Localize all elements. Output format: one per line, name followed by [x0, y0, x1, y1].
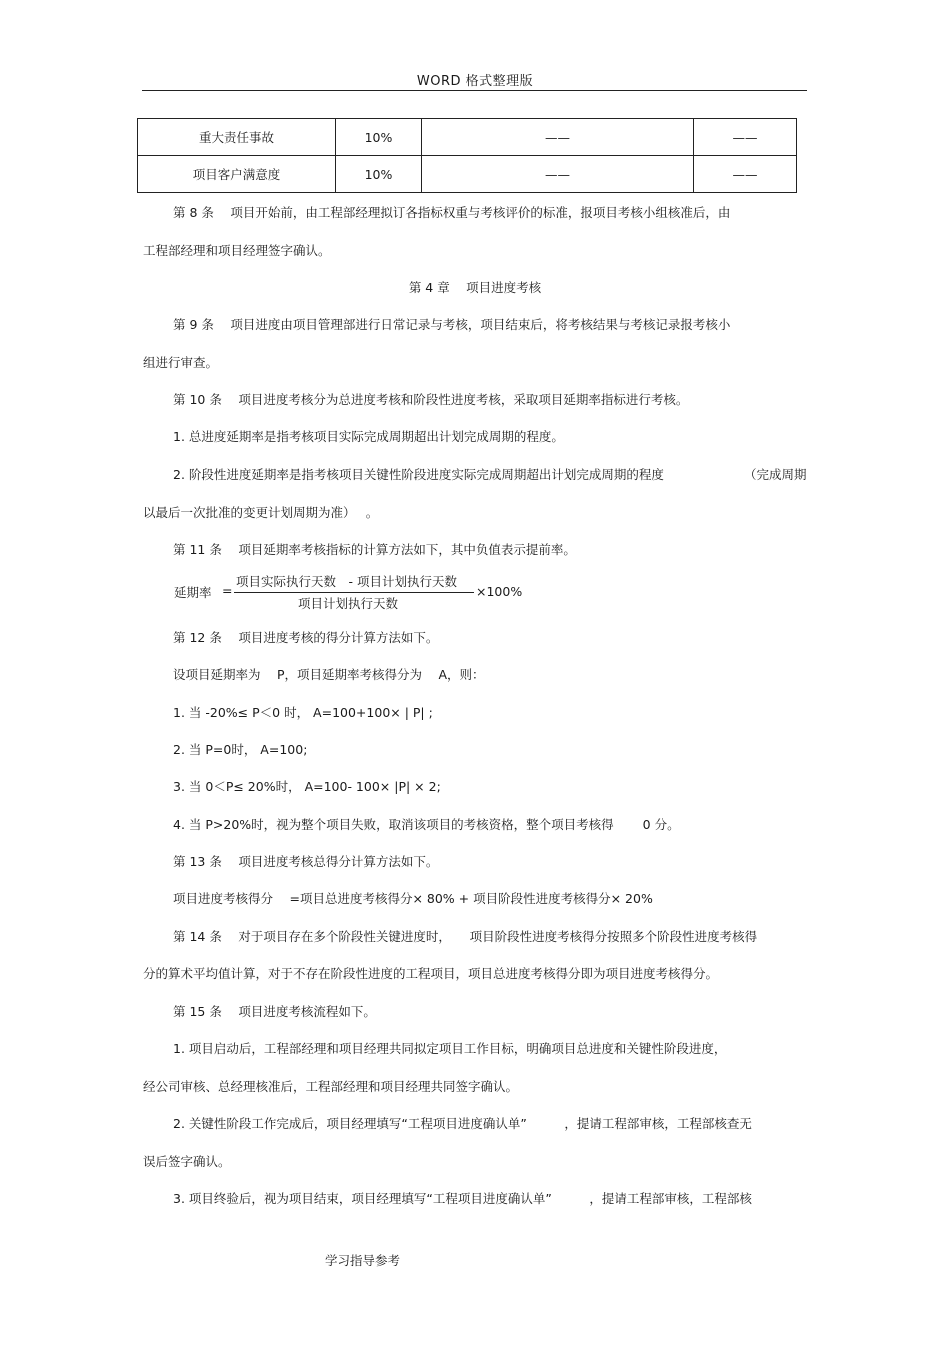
- article-12-rule-1: 1. 当 -20%≤ P＜0 时， A=100+100× | P| ;: [173, 705, 433, 720]
- article-13-formula: 项目进度考核得分 =项目总进度考核得分× 80% + 项目阶段性进度考核得分× 20%: [173, 891, 653, 906]
- chapter-heading: 第 4 章 项目进度考核: [408, 280, 542, 295]
- table-cell: 10%: [336, 119, 422, 156]
- article-15-item-3: 3. 项目终验后，视为项目结束，项目经理填写“工程项目进度确认单” ，提请工程部审核，工程部核: [173, 1191, 752, 1206]
- formula-equals: =: [222, 583, 233, 598]
- article-8-line-2: 工程部经理和项目经理签字确认。: [143, 243, 331, 258]
- article-11-line: 第 11 条 项目延期率考核指标的计算方法如下，其中负值表示提前率。: [173, 542, 576, 557]
- table-row: [138, 156, 797, 193]
- table-cell: ——: [694, 119, 797, 156]
- table-cell: 重大责任事故: [138, 119, 336, 156]
- page-header-title: WORD 格式整理版: [416, 74, 534, 89]
- formula-multiplier: ×100%: [476, 584, 523, 599]
- article-12-rule-2: 2. 当 P=0时， A=100;: [173, 742, 308, 757]
- formula-denominator: 项目计划执行天数: [298, 596, 399, 611]
- formula-numerator: 项目实际执行天数 - 项目计划执行天数: [236, 574, 457, 589]
- article-9-line-2: 组进行审查。: [143, 355, 219, 370]
- table-cell: 项目客户满意度: [138, 156, 336, 193]
- article-12-rule-4: 4. 当 P>20%时，视为整个项目失败，取消该项目的考核资格，整个项目考核得 0 分。: [173, 817, 680, 832]
- article-9-line-1: 第 9 条 项目进度由项目管理部进行日常记录与考核，项目结束后，将考核结果与考核记录报考核小: [173, 317, 731, 332]
- article-10-item-2: 2. 阶段性进度延期率是指考核项目关键性阶段进度实际完成周期超出计划完成周期的程度: [173, 467, 664, 482]
- article-15-item-2-cont: 误后签字确认。: [143, 1154, 231, 1169]
- indicator-table: [137, 118, 797, 193]
- article-8-line-1: 第 8 条 项目开始前，由工程部经理拟订各指标权重与考核评价的标准，报项目考核小组核准后，由: [173, 205, 731, 220]
- article-10-item-1: 1. 总进度延期率是指考核项目实际完成周期超出计划完成周期的程度。: [173, 429, 564, 444]
- table-row: [138, 119, 797, 156]
- formula-fraction-bar: [234, 592, 474, 593]
- table-cell: ——: [422, 119, 694, 156]
- page-footer: 学习指导参考: [325, 1253, 401, 1268]
- table-cell: ——: [694, 156, 797, 193]
- formula-label: 延期率: [174, 585, 212, 600]
- article-15-item-1-cont: 经公司审核、总经理核准后，工程部经理和项目经理共同签字确认。: [143, 1079, 519, 1094]
- article-14-line-2: 分的算术平均值计算，对于不存在阶段性进度的工程项目，项目总进度考核得分即为项目进度考核得分。: [143, 966, 719, 981]
- article-12-def: 设项目延期率为 P，项目延期率考核得分为 A，则：: [173, 667, 485, 682]
- article-10-line: 第 10 条 项目进度考核分为总进度考核和阶段性进度考核，采取项目延期率指标进行考核。: [173, 392, 689, 407]
- header-divider: [142, 90, 807, 91]
- article-14-line-1: 第 14 条 对于项目存在多个阶段性关键进度时， 项目阶段性进度考核得分按照多个阶段性进度考核得: [173, 929, 758, 944]
- article-15-line: 第 15 条 项目进度考核流程如下。: [173, 1004, 376, 1019]
- article-12-line: 第 12 条 项目进度考核的得分计算方法如下。: [173, 630, 439, 645]
- article-15-item-1: 1. 项目启动后，工程部经理和项目经理共同拟定项目工作目标，明确项目总进度和关键性阶段进度，: [173, 1041, 727, 1056]
- table-cell: 10%: [336, 156, 422, 193]
- article-15-item-2: 2. 关键性阶段工作完成后，项目经理填写“工程项目进度确认单” ，提请工程部审核，工程部核查无: [173, 1116, 752, 1131]
- article-10-item-2-tail: （完成周期: [744, 467, 807, 482]
- article-10-item-2-cont: 以最后一次批准的变更计划周期为准） 。: [143, 505, 379, 520]
- article-12-rule-3: 3. 当 0＜P≤ 20%时， A=100- 100× |P| × 2;: [173, 779, 441, 794]
- article-13-line: 第 13 条 项目进度考核总得分计算方法如下。: [173, 854, 439, 869]
- table-cell: ——: [422, 156, 694, 193]
